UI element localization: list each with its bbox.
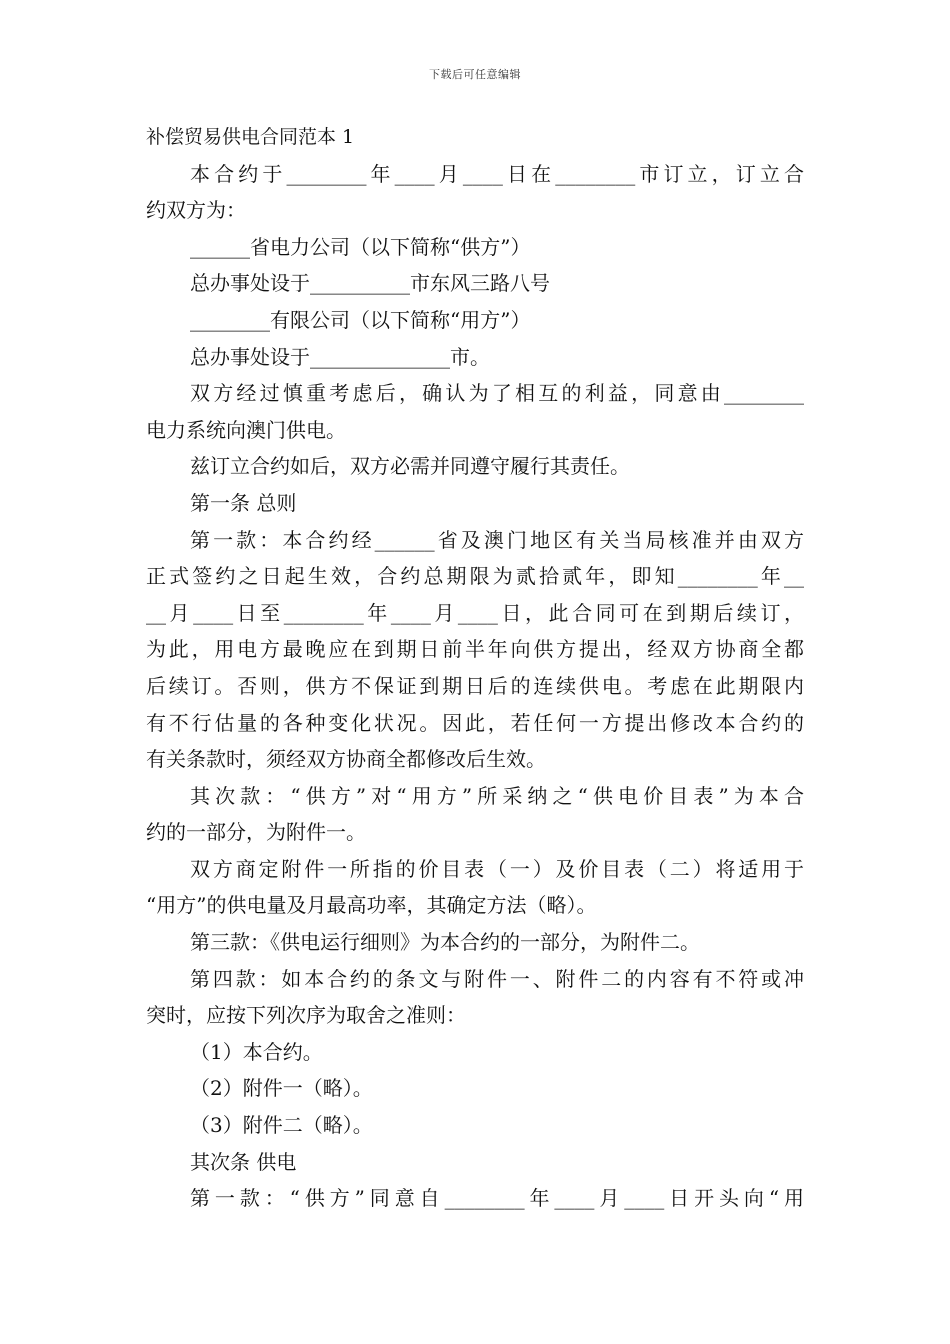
paragraph-line: ________有限公司（以下简称“用方”） <box>190 307 531 332</box>
document-body <box>146 119 804 1217</box>
paragraph-line: 为此，用电方最晚应在到期日前半年向供方提出，经双方协商全都 <box>146 637 804 662</box>
paragraph-line: 第四款：如本合约的条文与附件一、附件二的内容有不符或冲 <box>190 966 804 991</box>
paragraph-line: 突时，应按下列次序为取舍之准则： <box>146 1003 466 1028</box>
paragraph-line: 总办事处设于__________市东风三路八号 <box>190 271 550 296</box>
paragraph-line: __月____日至________年____月____日，此合同可在到期后续订， <box>146 600 804 625</box>
paragraph-line: 有关条款时，须经双方协商全都修改后生效。 <box>146 747 546 772</box>
paragraph-line: 第三款：《供电运行细则》为本合约的一部分，为附件二。 <box>190 930 700 955</box>
list-item: （3）附件二（略）。 <box>190 1113 373 1138</box>
list-item: （2）附件一（略）。 <box>190 1076 373 1101</box>
paragraph-line: “用方”的供电量及月最高功率，其确定方法（略）。 <box>146 893 597 918</box>
document-title: 补偿贸易供电合同范本 1 <box>146 126 355 148</box>
paragraph-line: 后续订。否则，供方不保证到期日后的连续供电。考虑在此期限内 <box>146 673 804 698</box>
paragraph-line: 电力系统向澳门供电。 <box>146 417 346 442</box>
paragraph-line: ______省电力公司（以下简称“供方”） <box>190 234 531 259</box>
page-header-note: 下载后可任意编辑 <box>429 68 521 81</box>
paragraph-line: 有不行估量的各种变化状况。因此，若任何一方提出修改本合约的 <box>146 710 804 735</box>
paragraph-line: 第一款：本合约经______省及澳门地区有关当局核准并由双方 <box>190 527 804 552</box>
section-heading: 其次条 供电 <box>190 1149 297 1174</box>
section-heading: 第一条 总则 <box>190 490 297 515</box>
paragraph-line: 其次款：“供方”对“用方”所采纳之“供电价目表”为本合 <box>190 783 804 808</box>
paragraph-line: 双方经过慎重考虑后，确认为了相互的利益，同意由________ <box>190 381 804 406</box>
paragraph-line: 本合约于________年____月____日在________市订立，订立合 <box>190 161 804 186</box>
paragraph-line: 约双方为： <box>146 198 246 223</box>
paragraph-line: 双方商定附件一所指的价目表（一）及价目表（二）将适用于 <box>190 856 804 881</box>
paragraph-line: 正式签约之日起生效，合约总期限为贰拾贰年，即知________年__ <box>146 564 804 589</box>
paragraph-line: 总办事处设于______________市。 <box>190 344 490 369</box>
paragraph-line: 第一款：“供方”同意自________年____月____日开头向“用 <box>190 1186 804 1211</box>
list-item: （1）本合约。 <box>190 1039 323 1064</box>
paragraph-line: 约的一部分，为附件一。 <box>146 820 366 845</box>
paragraph-line: 兹订立合约如后，双方必需并同遵守履行其责任。 <box>190 454 630 479</box>
